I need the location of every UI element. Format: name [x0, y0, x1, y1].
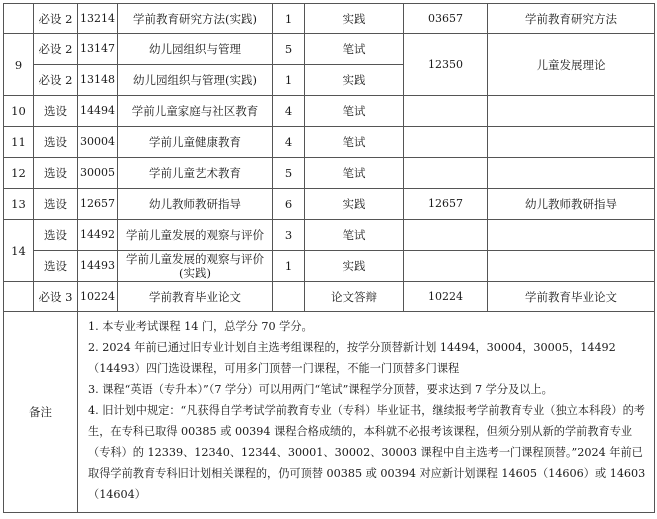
seq-cell: 13 — [4, 189, 34, 220]
credit-cell: 6 — [273, 189, 305, 220]
old-name-cell — [488, 251, 655, 282]
code-cell: 10224 — [78, 282, 118, 312]
credit-cell: 5 — [273, 158, 305, 189]
credit-cell: 1 — [273, 251, 305, 282]
table-row — [4, 251, 655, 282]
note-item: 2. 2024 年前已通过旧专业计划自主选考组课程的，按学分顶替新计划 14494，30004，30005，14492（14493）四门选设课程，可用多门顶替一门课程，不能一门顶替多门课程 — [88, 341, 616, 375]
type-cell: 选设 — [34, 220, 78, 251]
type-cell: 选设 — [34, 96, 78, 127]
notes-label: 备注 — [4, 312, 78, 513]
seq-cell: 9 — [4, 34, 34, 96]
course-name-cell: 幼儿园组织与管理(实践) — [118, 65, 273, 96]
seq-cell: 11 — [4, 127, 34, 158]
seq-cell: 14 — [4, 220, 34, 282]
old-code-cell: 12657 — [404, 189, 488, 220]
type-cell: 必设 3 — [34, 282, 78, 312]
course-name-cell: 幼儿园组织与管理 — [118, 34, 273, 65]
table-row — [4, 158, 655, 189]
course-name-cell: 幼儿教师教研指导 — [118, 189, 273, 220]
type-cell: 选设 — [34, 158, 78, 189]
notes-row — [4, 312, 655, 513]
note-item: 4. 旧计划中规定：“凡获得自学考试学前教育专业（专科）毕业证书，继续报考学前教育专业（独立本科段）的考生，在专科已取得 00385 或 00394 课程合格成绩的，本科就不必报考该课程，但须分别从新的学前教育专业（专科）的 12339、12340、12344、30001、30002、30003 课程中自主选考一门课程顶替。”2024 年前已取得学前教育专科旧计划相关课程的，仍可顶替 00385 或 00394 对应新计划课程 14605（14606）或 14603（14604） — [88, 404, 646, 501]
old-name-cell — [488, 220, 655, 251]
course-name-cell: 学前儿童发展的观察与评价 — [118, 220, 273, 251]
table-row — [4, 34, 655, 65]
old-code-cell: 12350 — [404, 34, 488, 96]
code-cell: 30005 — [78, 158, 118, 189]
old-code-cell — [404, 251, 488, 282]
exam-type-cell: 笔试 — [305, 158, 404, 189]
old-name-cell: 学前教育毕业论文 — [488, 282, 655, 312]
table-row — [4, 189, 655, 220]
exam-type-cell: 笔试 — [305, 96, 404, 127]
old-code-cell — [404, 127, 488, 158]
exam-type-cell: 笔试 — [305, 220, 404, 251]
old-name-cell — [488, 127, 655, 158]
old-code-cell: 03657 — [404, 4, 488, 34]
code-cell: 14493 — [78, 251, 118, 282]
code-cell: 14492 — [78, 220, 118, 251]
code-cell: 30004 — [78, 127, 118, 158]
course-name-cell: 学前儿童健康教育 — [118, 127, 273, 158]
course-name-cell: 学前教育研究方法(实践) — [118, 4, 273, 34]
table-row — [4, 96, 655, 127]
table-row — [4, 220, 655, 251]
exam-type-cell: 笔试 — [305, 127, 404, 158]
type-cell: 必设 2 — [34, 34, 78, 65]
seq-cell — [4, 282, 34, 312]
credit-cell: 1 — [273, 4, 305, 34]
type-cell: 选设 — [34, 127, 78, 158]
course-plan-table — [3, 3, 655, 513]
exam-type-cell: 论文答辩 — [305, 282, 404, 312]
credit-cell: 3 — [273, 220, 305, 251]
code-cell: 13214 — [78, 4, 118, 34]
credit-cell — [273, 282, 305, 312]
old-code-cell — [404, 96, 488, 127]
type-cell: 选设 — [34, 251, 78, 282]
exam-type-cell: 实践 — [305, 4, 404, 34]
exam-type-cell: 实践 — [305, 189, 404, 220]
old-name-cell: 学前教育研究方法 — [488, 4, 655, 34]
old-name-cell — [488, 96, 655, 127]
old-name-cell: 幼儿教师教研指导 — [488, 189, 655, 220]
seq-cell — [4, 4, 34, 34]
course-name-cell: 学前教育毕业论文 — [118, 282, 273, 312]
note-item: 1. 本专业考试课程 14 门，总学分 70 学分。 — [88, 320, 313, 333]
exam-type-cell: 实践 — [305, 251, 404, 282]
code-cell: 12657 — [78, 189, 118, 220]
credit-cell: 1 — [273, 65, 305, 96]
course-name-cell: 学前儿童艺术教育 — [118, 158, 273, 189]
type-cell: 必设 2 — [34, 65, 78, 96]
type-cell: 选设 — [34, 189, 78, 220]
table-row — [4, 4, 655, 34]
old-name-cell — [488, 158, 655, 189]
exam-type-cell: 笔试 — [305, 34, 404, 65]
table-row — [4, 282, 655, 312]
old-code-cell — [404, 158, 488, 189]
type-cell: 必设 2 — [34, 4, 78, 34]
exam-type-cell: 实践 — [305, 65, 404, 96]
credit-cell: 4 — [273, 96, 305, 127]
credit-cell: 5 — [273, 34, 305, 65]
note-item: 3. 课程“英语（专升本）”（7 学分）可以用两门“笔试”课程学分顶替，要求达到 7 学分及以上。 — [88, 383, 553, 396]
course-name-cell: 学前儿童发展的观察与评价(实践) — [118, 251, 273, 282]
code-cell: 14494 — [78, 96, 118, 127]
seq-cell: 10 — [4, 96, 34, 127]
old-code-cell: 10224 — [404, 282, 488, 312]
code-cell: 13148 — [78, 65, 118, 96]
old-name-cell: 儿童发展理论 — [488, 34, 655, 96]
notes-content — [78, 312, 655, 513]
credit-cell: 4 — [273, 127, 305, 158]
code-cell: 13147 — [78, 34, 118, 65]
old-code-cell — [404, 220, 488, 251]
seq-cell: 12 — [4, 158, 34, 189]
course-name-cell: 学前儿童家庭与社区教育 — [118, 96, 273, 127]
table-row — [4, 127, 655, 158]
